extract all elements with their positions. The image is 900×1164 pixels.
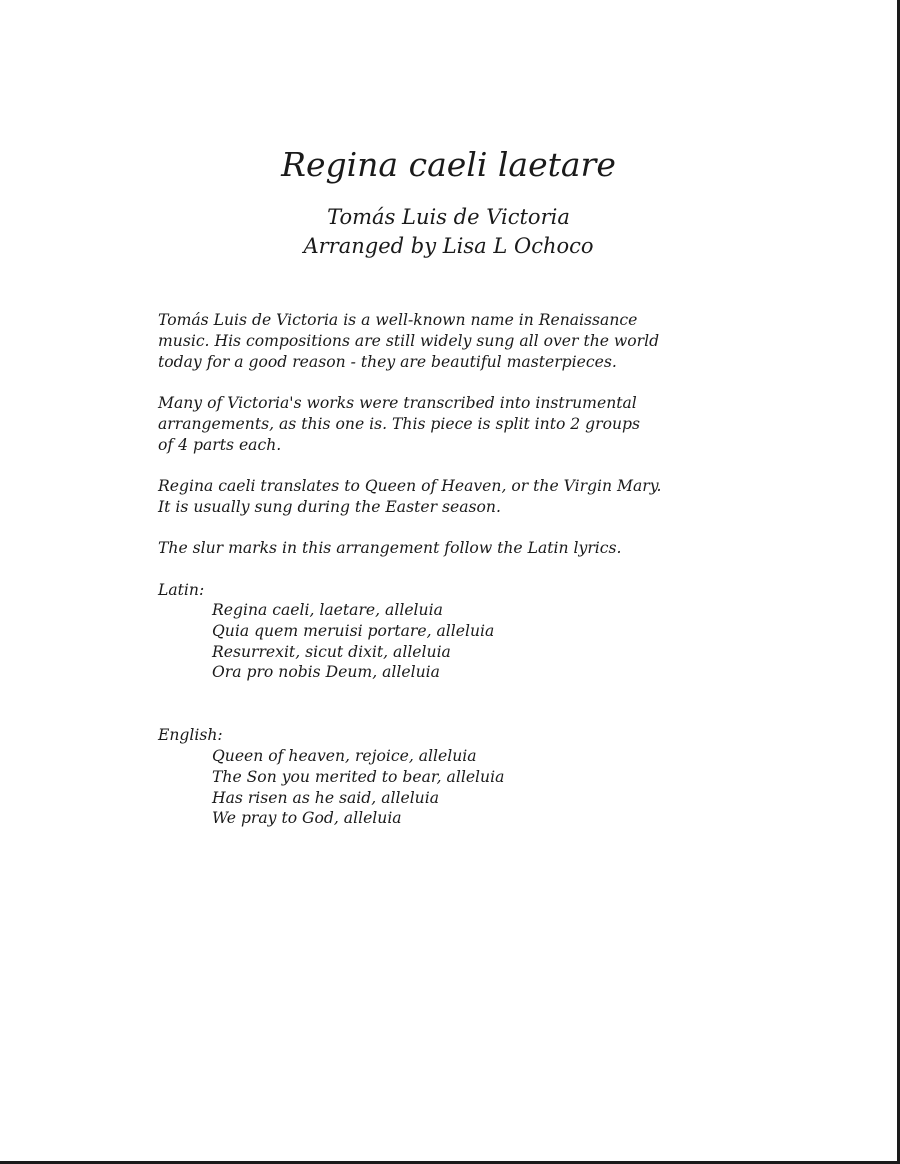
- arranger-credit: Arranged by Lisa L Ochoco: [303, 234, 594, 258]
- paragraph-line: arrangements, as this one is. This piece is split into 2 groups: [158, 414, 641, 433]
- english-lyrics: [212, 746, 832, 829]
- page-title: Regina caeli laetare: [281, 145, 616, 184]
- paragraph-line: of 4 parts each.: [158, 435, 282, 454]
- lyric-line: The Son you merited to bear, alleluia: [212, 767, 505, 786]
- lyric-line: Regina caeli, laetare, alleluia: [212, 601, 443, 619]
- lyric-line: Queen of heaven, rejoice, alleluia: [212, 747, 477, 765]
- lyric-line: Has risen as he said, alleluia: [212, 788, 440, 807]
- translation-paragraph: [158, 476, 778, 518]
- arrangement-paragraph: [158, 393, 778, 455]
- paragraph-line: today for a good reason - they are beautiful masterpieces.: [158, 352, 617, 371]
- composer-name: Tomás Luis de Victoria: [327, 205, 570, 229]
- paragraph-line: The slur marks in this arrangement follow the Latin lyrics.: [158, 539, 622, 557]
- lyric-line: We pray to God, alleluia: [212, 809, 402, 828]
- intro-paragraph: [158, 310, 778, 372]
- slur-note-paragraph: [158, 538, 778, 559]
- lyric-line: Ora pro nobis Deum, alleluia: [212, 663, 440, 682]
- paragraph-line: Many of Victoria's works were transcribed into instrumental: [158, 394, 637, 412]
- latin-label: Latin:: [158, 581, 205, 599]
- latin-lyrics: [212, 600, 832, 683]
- english-label: English:: [158, 726, 223, 744]
- lyric-line: Quia quem meruisi portare, alleluia: [212, 621, 495, 640]
- paragraph-line: Regina caeli translates to Queen of Heaven, or the Virgin Mary.: [158, 477, 662, 495]
- paragraph-line: music. His compositions are still widely sung all over the world: [158, 331, 660, 350]
- paragraph-line: Tomás Luis de Victoria is a well-known name in Renaissance: [158, 311, 638, 329]
- paragraph-line: It is usually sung during the Easter season.: [158, 497, 501, 516]
- lyric-line: Resurrexit, sicut dixit, alleluia: [212, 642, 451, 661]
